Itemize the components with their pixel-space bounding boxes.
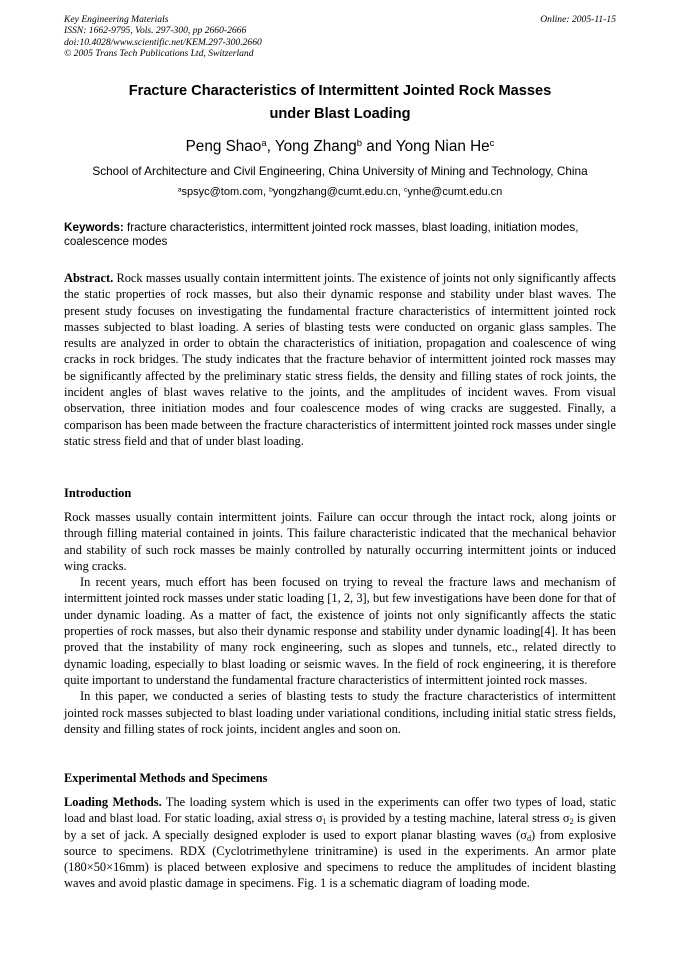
journal-name: Key Engineering Materials [64, 14, 169, 25]
journal-copyright: © 2005 Trans Tech Publications Ltd, Switzerland [64, 48, 254, 60]
email-address: spsyc@tom.com, [181, 186, 270, 198]
email-mark: a [177, 186, 182, 194]
author-affil-mark: b [356, 137, 363, 149]
email-address: yongzhang@cumt.edu.cn, [272, 186, 404, 198]
author-separator: and [362, 138, 396, 155]
author-name: Yong Nian He [395, 138, 490, 155]
keywords-text: fracture characteristics, intermittent jointed rock masses, blast loading, initiation modes, coalescence modes [64, 221, 579, 249]
author-affil-mark: c [489, 137, 495, 149]
paper-title-line-1: Fracture Characteristics of Intermittent Jointed Rock Masses [128, 83, 552, 99]
section-heading-introduction: Introduction [64, 486, 132, 500]
keywords-label: Keywords: [64, 221, 124, 234]
paragraph: In recent years, much effort has been focused on trying to reveal the fracture laws and mechanism of intermittent jointed rock masses under static loading [1, 2, 3], but few investigations have been done for that of under dynamic loading. As a matter of fact, the existence of joints not only significantly affects the static properties of rock masses, but also their dynamic response and stability under dynamic loading[4]. It has been proved that the instability of many rock engineering, such as slopes and tunnels, etc., related directly to dynamic loading, especially to blast loading or seismic waves. In the field of rock engineering, it is therefore quite important to understand the fundamental fracture characteristics of intermittent jointed rock masses. [64, 575, 616, 687]
paper-title-line-2: under Blast Loading [269, 106, 411, 122]
affiliation: School of Architecture and Civil Engineering, China University of Mining and Technology, China [92, 164, 588, 178]
abstract-text: Rock masses usually contain intermittent joints. The existence of joints not only significantly affects the static properties of rock masses, but also their dynamic response and stability under blast waves. The present study focuses on investigating the fundamental fracture characteristics of intermittent jointed rock masses subjected to blast loading. A series of blasting tests were conducted on organic glass samples. The results are analyzed in order to obtain the characteristics of initiation, propagation and coalescence of wing cracks in rock bridges. The study indicates that the fracture behavior of intermittent jointed rock masses may be significantly affected by the preliminary static stress fields, the density and filling states of rock joints, the incident angles of blast waves relative to the joints, and the amplitudes of incident waves. From visual observation, three initiation modes and four coalescence modes of wing cracks are suggested. Finally, a comparison has been made between the fracture characteristics of intermittent jointed rock masses under single static stress field and that of under blast loading. [64, 271, 616, 448]
journal-issn: ISSN: 1662-9795, Vols. 297-300, pp 2660-2666 [64, 25, 247, 37]
paragraph: In this paper, we conducted a series of blasting tests to study the fracture characteristics of intermittent jointed rock masses subjected to blast loading under variational conditions, including initial static stress fields, density and filling states of rock joints, incident angles and soon on. [64, 689, 616, 736]
author-emails [64, 184, 616, 200]
author-name: Peng Shao [185, 138, 262, 155]
journal-header [64, 14, 616, 60]
paragraph-lead: Loading Methods. [64, 795, 162, 809]
email-mark: b [269, 186, 273, 194]
email-address: ynhe@cumt.edu.cn [407, 186, 503, 198]
email-mark: c [403, 186, 408, 194]
author-list [64, 137, 616, 157]
author-separator: , [266, 138, 275, 155]
subscript: d [527, 833, 532, 843]
paper-title [64, 80, 616, 126]
keywords [64, 221, 616, 249]
section-heading-experimental: Experimental Methods and Specimens [64, 771, 268, 785]
loading-methods-paragraph [64, 794, 616, 892]
journal-doi: doi:10.4028/www.scientific.net/KEM.297-300.2660 [64, 36, 262, 48]
author-name: Yong Zhang [274, 138, 357, 155]
paragraph-text: The loading system which is used in the experiments can offer two types of load, static load and blast load. For static loading, axial stress σ [64, 795, 617, 826]
subscript: 1 [322, 817, 327, 827]
paragraph: Rock masses usually contain intermittent joints. Failure can occur through the intact rock, along joints or through filling material contained in joints. This failure characteristic indicated that the mechanical behavior and stability of such rock masses be mainly controlled by naturally occurring intermittent joints or induced wing cracks. [64, 510, 616, 573]
paragraph-text: is given by a set of jack. A specially designed exploder is used to export planar blasting waves (σ [64, 811, 616, 842]
subscript: 2 [569, 817, 574, 827]
abstract-label: Abstract. [64, 271, 114, 285]
paragraph-text: is provided by a testing machine, lateral stress σ [326, 811, 570, 826]
introduction-body [64, 509, 616, 737]
abstract [64, 270, 616, 449]
author-affil-mark: a [261, 137, 267, 149]
paragraph-text: ) from explosive source to specimens. RDX (Cyclotrimethylene trinitramine) is used in the experiments. An armor plate (180×50×16mm) is placed between explosive and specimens to reduce the amplitudes of incident blasting waves and avoid plastic damage in specimens. Fig. 1 is a schematic diagram of loading mode. [64, 827, 616, 891]
online-date: Online: 2005-11-15 [540, 14, 616, 25]
